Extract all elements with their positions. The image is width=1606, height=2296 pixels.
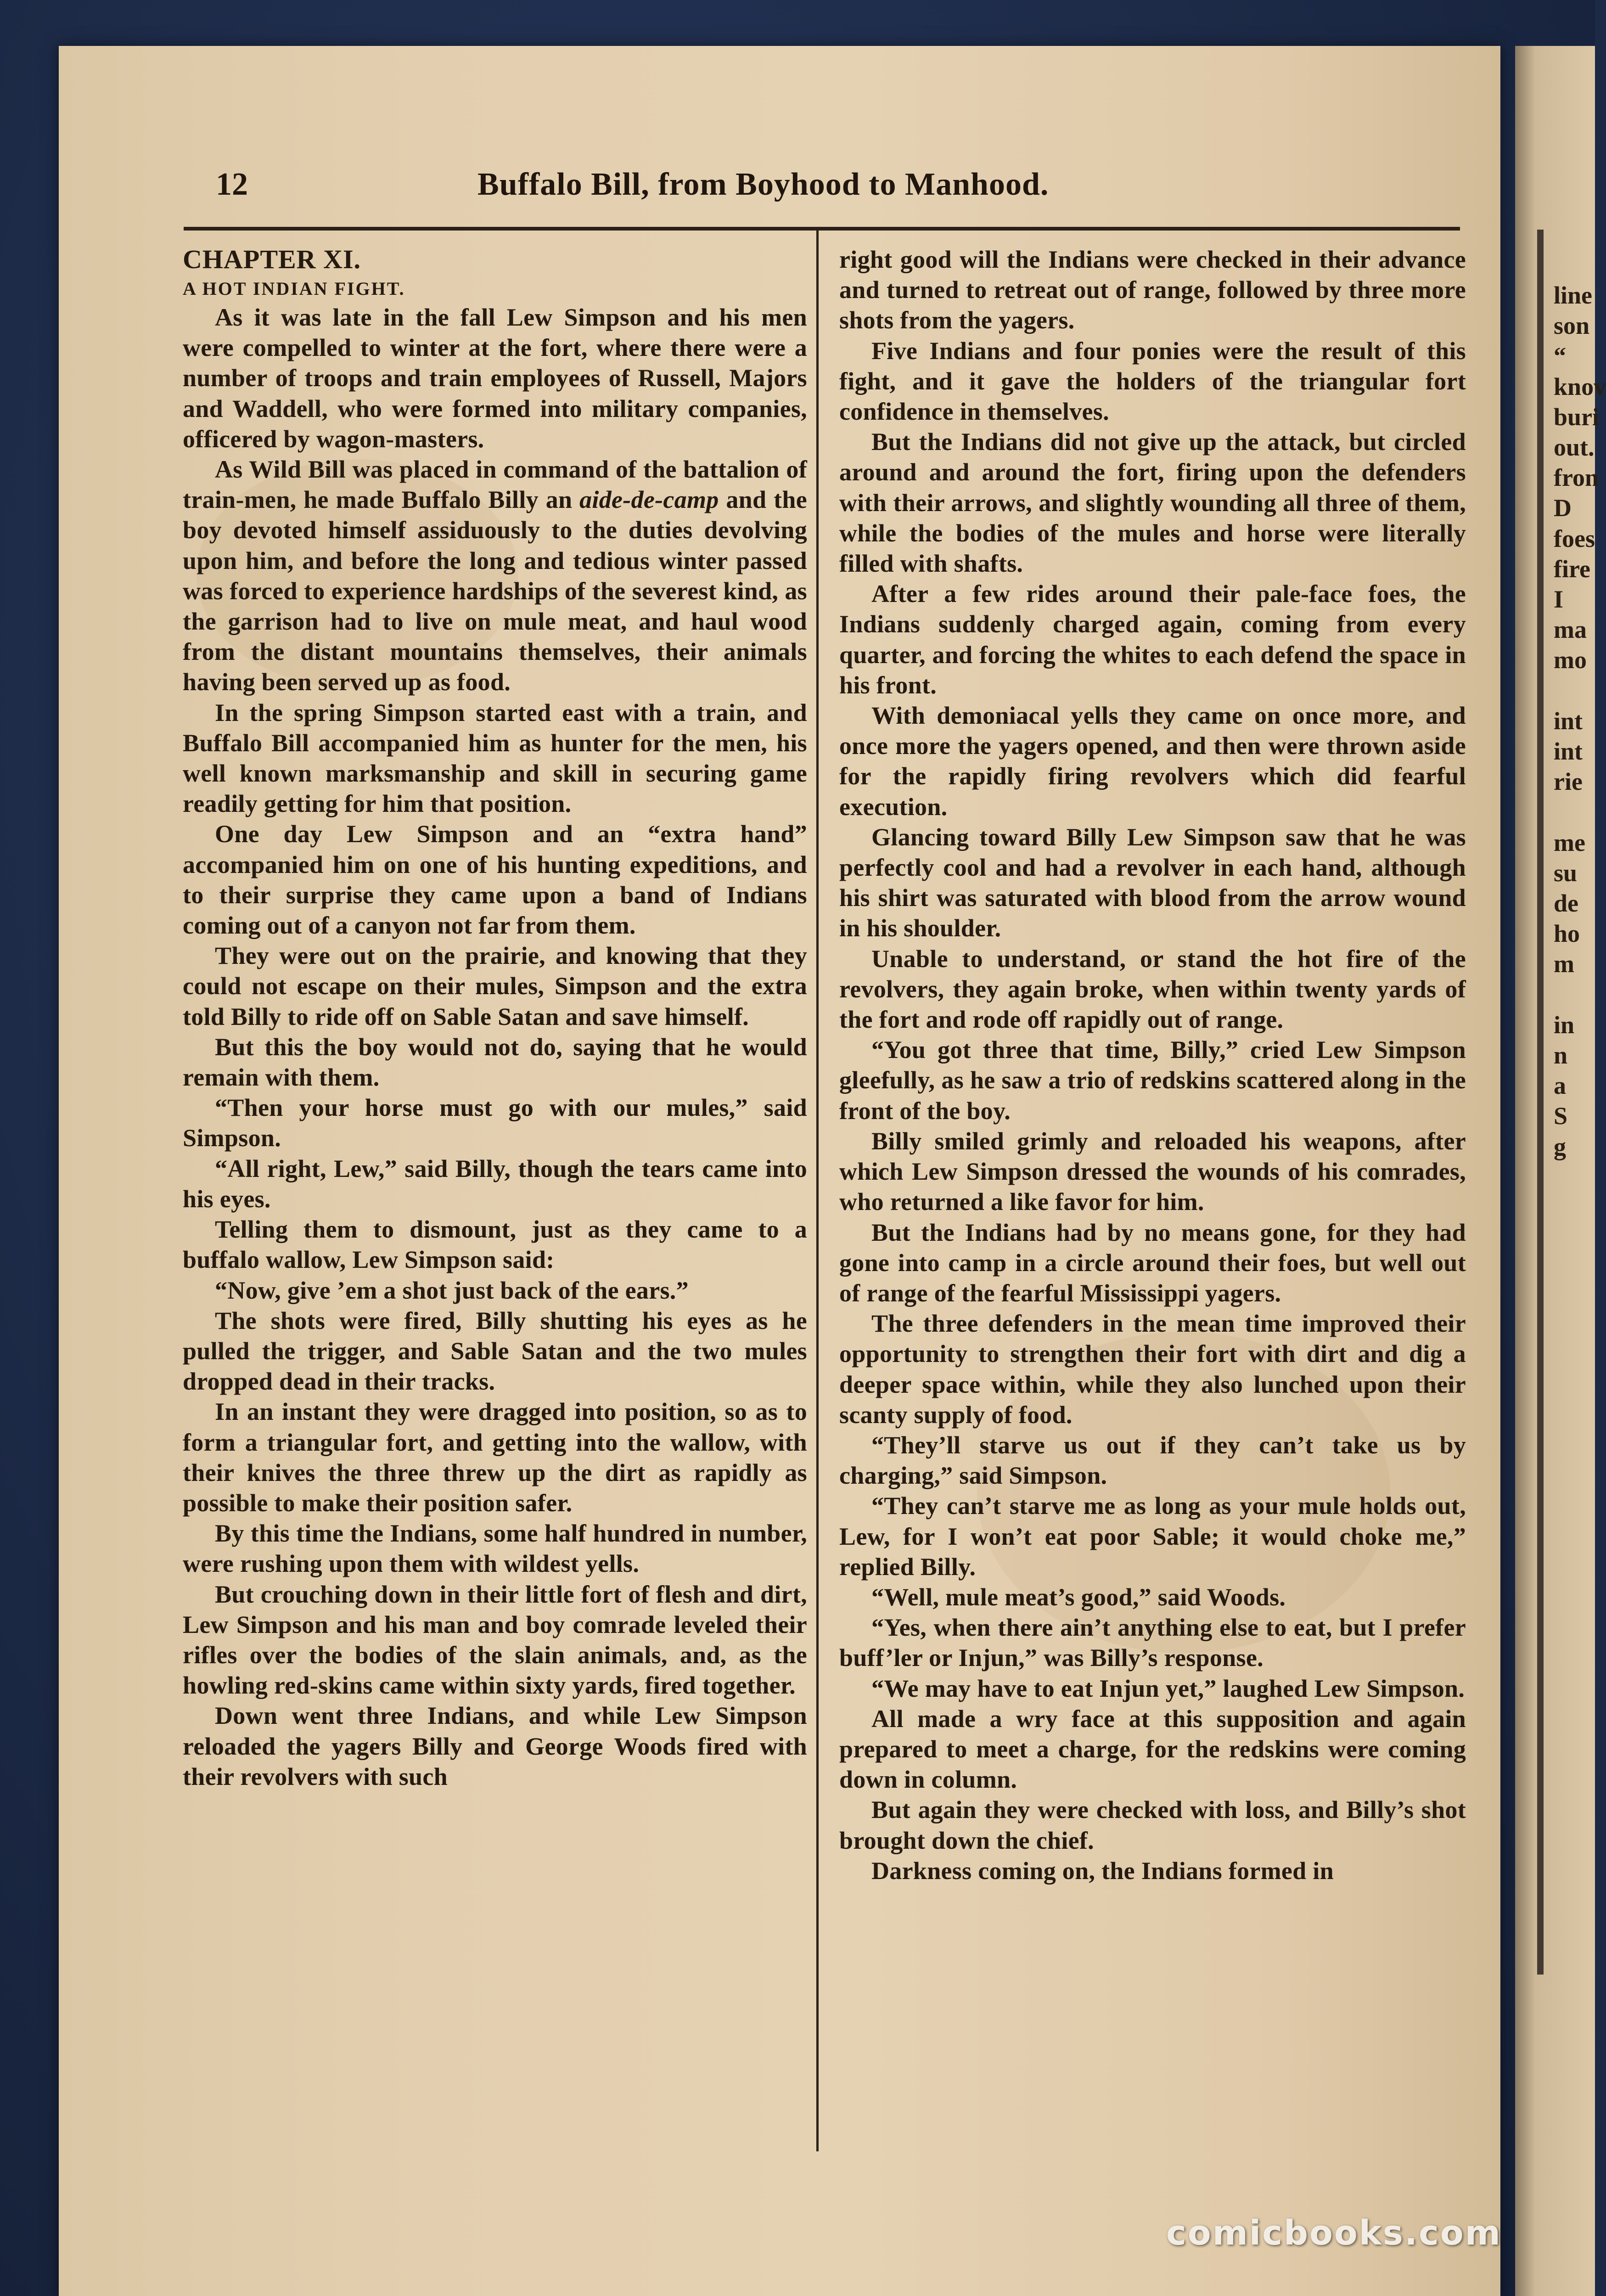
left-column [183,243,807,2149]
paragraph: In the spring Simpson started east with a train, and Buffalo Bill accompanied him as hunter for the men, his well known marksmanship and skill in securing game readily getting for him that position. [183,698,807,818]
paragraph: “Well, mule meat’s good,” said Woods. [871,1583,1286,1611]
paragraph: Darkness coming on, the Indians formed in [871,1857,1334,1885]
running-title: Buffalo Bill, from Boyhood to Manhood. [477,167,1049,202]
header-rule [184,227,1460,231]
paragraph: With demoniacal yells they came on once more, and once more the yagers opened, and then were thrown aside for the rapidly firing revolvers which did fearful execution. [839,702,1466,821]
adjacent-page-edge [1515,46,1606,2296]
paragraph: “Now, give ’em a shot just back of the ears.” [215,1276,689,1304]
paragraph: After a few rides around their pale-face foes, the Indians suddenly charged again, coming from every quarter, and forcing the whites to each defend the space in his front. [839,580,1466,699]
page-number: 12 [216,167,248,202]
paragraph: Billy smiled grimly and reloaded his weapons, after which Lew Simpson dressed the wounds of his comrades, who returned a like favor for him. [839,1127,1466,1216]
paragraph: In an instant they were dragged into position, so as to form a triangular fort, and getting into the wallow, with their knives the three threw up the dirt as rapidly as possible to make their position safer. [183,1398,807,1517]
column-divider [816,230,819,2151]
paragraph: But again they were checked with loss, and Billy’s shot brought down the chief. [839,1796,1466,1854]
paragraph: They were out on the prairie, and knowing that they could not escape on their mules, Simpson and the extra told Billy to ride off on Sable Satan and save himself. [183,942,807,1030]
paragraph: “All right, Lew,” said Billy, though the tears came into his eyes. [183,1154,807,1213]
paragraph: “They’ll starve us out if they can’t take us by charging,” said Simpson. [839,1431,1466,1490]
paragraph: But this the boy would not do, saying that he would remain with them. [183,1033,807,1092]
paragraph: Unable to understand, or stand the hot fire of the revolvers, they again broke, when within twenty yards of the fort and rode off rapidly out of range. [839,945,1466,1034]
paragraph: “Then your horse must go with our mules,” said Simpson. [183,1094,807,1152]
italic-aide-de-camp: aide-de-camp [579,486,719,514]
paragraph-continuation: right good will the Indians were checked in their advance and turned to retreat out of range, followed by three more shots from the yagers. [839,246,1466,334]
paragraph: As Wild Bill was placed in command of the battalion of train-men, he made Buffalo Billy an aide-de-camp and the boy devoted himself assiduously to the duties devolving upon him, and before the long and tedious winter passed was forced to experience hardships of the severest kind, as the garrison had to live on mule meat, and haul wood from the distant mountains themselves, their animals having been served up as food. [183,456,807,696]
paragraph: Five Indians and four ponies were the result of this fight, and it gave the holders of the triangular fort confidence in themselves. [839,337,1466,426]
adjacent-page-rule [1537,230,1544,1975]
paragraph: One day Lew Simpson and an “extra hand” accompanied him on one of his hunting expeditions, and to their surprise they came upon a band of Indians coming out of a canyon not far from them. [183,820,807,940]
paragraph: The shots were fired, Billy shutting his eyes as he pulled the trigger, and Sable Satan and the two mules dropped dead in their tracks. [183,1306,807,1396]
right-column [839,244,1466,2150]
paragraph: “Yes, when there ain’t anything else to eat, but I prefer buff’ler or Injun,” was Billy’s response. [839,1614,1466,1672]
paragraph: The three defenders in the mean time improved their opportunity to strengthen their fort with dirt and dig a deeper space within, while they also lunched upon their scanty supply of food. [839,1310,1466,1429]
paragraph: But crouching down in their little fort of flesh and dirt, Lew Simpson and his man and boy comrade leveled their rifles over the bodies of the slain animals, and, as the howling red-skins came within sixty yards, fired together. [183,1580,807,1699]
paragraph: “They can’t starve me as long as your mule holds out, Lew, for I won’t eat poor Sable; it would choke me,” replied Billy. [839,1492,1466,1581]
paragraph: As it was late in the fall Lew Simpson and his men were compelled to winter at the fort, where there were a number of troops and train employees of Russell, Majors and Waddell, who were formed into military companies, officered by wagon-masters. [183,304,807,453]
paragraph: All made a wry face at this supposition and again prepared to meet a charge, for the redskins were coming down in column. [839,1705,1466,1794]
paragraph: But the Indians did not give up the attack, but circled around and around the fort, firing upon the defenders with their arrows, and slightly wounding all three of them, while the bodies of the mules and horse were literally filled with shafts. [839,428,1466,578]
paragraph: Telling them to dismount, just as they came to a buffalo wallow, Lew Simpson said: [183,1216,807,1274]
adjacent-page-text: line son “ knov buri out. fron D foes fire I ma mo int int rie me su de ho m in n a S g [1554,281,1606,1160]
paragraph: By this time the Indians, some half hundred in number, were rushing upon them with wildest yells. [183,1519,807,1578]
chapter-subheading: A HOT INDIAN FIGHT. [183,278,405,299]
chapter-heading: CHAPTER XI. [183,244,361,274]
paragraph: Glancing toward Billy Lew Simpson saw that he was perfectly cool and had a revolver in each hand, although his shirt was saturated with blood from the arrow wound in his shoulder. [839,823,1466,942]
running-head [156,166,1442,217]
paragraph: Down went three Indians, and while Lew Simpson reloaded the yagers Billy and George Woods fired with their revolvers with such [183,1702,807,1790]
watermark-logo: comicbooks.com [1166,2213,1502,2253]
paragraph: “We may have to eat Injun yet,” laughed Lew Simpson. [871,1674,1465,1702]
paragraph: But the Indians had by no means gone, for they had gone into camp in a circle around their foes, but well out of range of the fearful Mississippi yagers. [839,1218,1466,1307]
paragraph: “You got three that time, Billy,” cried Lew Simpson gleefully, as he saw a trio of redskins scattered along in the front of the boy. [839,1036,1466,1125]
